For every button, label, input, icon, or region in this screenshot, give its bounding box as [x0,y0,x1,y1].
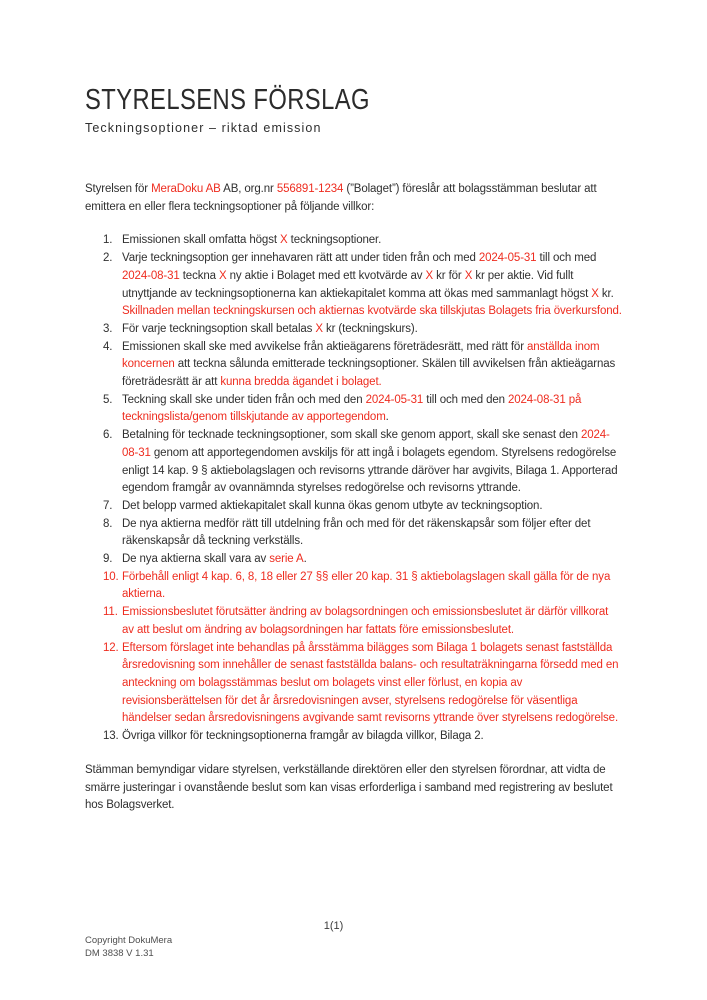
red-text-segment: serie A [269,553,304,566]
red-text-segment: kunna bredda ägandet i bolaget. [220,376,382,389]
page-number: 1(1) [323,920,344,932]
term-text [122,498,622,516]
text-segment: till och med [536,252,597,265]
red-text-segment: anställda inom koncernen [122,340,600,371]
footer-copyright: Copyright DokuMera [85,935,173,946]
text-segment: Det belopp varmed aktiekapitalet skall kunna ökas genom utbyte av teckningsoption. [122,499,543,512]
text-segment: Varje teckningsoption ger innehavaren rätt att under tiden från och med [122,252,479,265]
term-item [103,551,622,569]
text-segment: att teckna sålunda emitterade teckningsoptioner. Skälen till avvikelsen från aktieägarnas företrädesrätt är att [122,358,616,389]
term-item [103,321,622,339]
red-text-segment: 2024-08-31 [122,429,610,459]
intro-paragraph [85,181,622,216]
term-number: 13. [103,730,119,743]
red-text-segment: X [218,269,227,282]
text-segment: kr (teckningskurs). [322,322,418,335]
term-item [103,516,622,551]
term-text [122,516,622,551]
red-text-segment: X [425,269,434,282]
term-item [103,392,622,427]
term-number: 12. [103,641,119,654]
text-segment: Teckning skall ske under tiden från och med den [122,393,366,406]
text-segment: teckningsoptioner. [287,234,382,247]
red-text-segment: X [591,287,599,300]
text-segment: . [385,411,389,424]
text-segment: De nya aktierna medför rätt till utdelning från och med för det räkenskapsår som följer efter det räkenskapsår då teckning verkställs. [122,517,591,548]
text-segment: Emissionen skall omfatta högst [122,234,280,247]
footer-doc-code: DM 3838 V 1.31 [85,947,154,959]
term-number: 1. [103,234,113,247]
term-text [122,250,622,321]
text-segment: För varje teckningsoption skall betalas [122,322,316,335]
term-item [103,728,622,746]
term-item [103,498,622,516]
red-text-segment: Förbehåll enligt 4 kap. 6, 8, 18 eller 27 §§ eller 20 kap. 31 § aktiebolagslagen skall gälla för de nya aktierna. [122,570,611,601]
text-segment: AB, org.nr [220,183,277,195]
text-segment: till och med den [423,393,508,406]
text-segment: teckna [179,269,219,282]
term-item [103,250,622,321]
term-item [103,640,622,729]
red-text-segment: 2024-08-31 [122,269,180,282]
term-number: 5. [103,393,113,406]
document-title: STYRELSENS FÖRSLAG [85,84,370,116]
terms-list [103,232,622,745]
term-item [103,604,622,639]
red-text-segment: MeraDoku AB [151,183,221,195]
text-segment: ny aktie i Bolaget med ett kvotvärde av [226,269,426,282]
term-number: 2. [103,252,113,265]
text-segment: Styrelsen för [85,183,152,195]
term-item [103,339,622,392]
red-text-segment: 556891-1234 [276,183,344,195]
term-text [122,569,622,604]
text-segment: De nya aktierna skall vara av [122,553,270,566]
text-segment: kr per aktie. Vid fullt utnyttjande av teckningsoptionerna kan aktiekapitalet komma att ökas med sammanlagt högst [122,269,592,300]
term-number: 9. [103,553,113,566]
text-segment: (”Bolaget”) föreslår att bolagsstämman beslutar att emittera en eller flera teckningsoptioner på följande villkor: [85,183,597,213]
term-number: 4. [103,340,113,353]
red-text-segment: 2024-05-31 [365,393,424,406]
text-segment: Stämman bemyndigar vidare styrelsen, verkställande direktören eller den styrelsen förordnar, att vidta de smärre justeringar i ovanstående beslut som kan visas erforderliga i samband med registrering av beslutet hos Bolagsverket. [85,763,613,812]
text-segment: . [303,553,307,566]
term-text [122,640,622,729]
document-subtitle: Teckningsoptioner – riktad emission [85,121,322,135]
red-text-segment: 2024-08-31 [507,393,566,406]
term-text [122,551,622,569]
term-number: 10. [103,570,119,583]
red-text-segment: X [315,322,323,335]
term-number: 3. [103,322,113,335]
red-text-segment: X [464,269,473,282]
term-text [122,604,622,639]
term-text [122,232,622,250]
term-text [122,321,622,339]
red-text-segment: Emissionsbeslutet förutsätter ändring av bolagsordningen och emissionsbeslutet är därför villkorat av att beslut om ändring av bolagsordningen har fattats före emissionsbeslutet. [122,606,609,636]
term-item [103,427,622,498]
term-text [122,392,622,427]
red-text-segment: 2024-05-31 [478,252,537,265]
term-item [103,232,622,250]
red-text-segment: Eftersom förslaget inte behandlas på årsstämma bilägges som Bilaga 1 bolagets senast fastställda årsredovisning som innehåller de senast fastställda balans- och resultaträkningarna försedd med en anteckning om bolagsstämmas beslut om bolagets vinst eller förlust, en kopia av revisionsberättelsen för det år årsredovisningen avser, styrelsens redogörelse för väsentliga händelser sedan årsredovisningens avgivande samt revisorns yttrande över styrelsens redogörelse. [122,641,619,725]
text-segment: Övriga villkor för teckningsoptionerna framgår av bilagda villkor, Bilaga 2. [122,730,484,743]
term-text [122,728,622,746]
term-item [103,569,622,604]
term-text [122,427,622,498]
red-text-segment: Skillnaden mellan teckningskursen och aktiernas kvotvärde ska tillskjutas Bolagets fria överkursfond. [122,305,622,318]
term-text [122,339,622,392]
red-text-segment: X [280,234,288,247]
term-number: 6. [103,429,113,442]
text-segment: genom att apportegendomen avskiljs för att ingå i bolagets egendom. Styrelsens redogörelse enligt 14 kap. 9 § aktiebolagslagen och revisorns yttrande däröver har avgivits, Bilaga 1. Apporterad egendom framgår av ovannämnda styrelses redogörelse och revisorns yttrande. [122,446,618,495]
text-segment: kr för [433,269,465,282]
term-number: 11. [103,606,118,619]
closing-paragraph [85,762,622,815]
text-segment: Emissionen skall ske med avvikelse från aktieägarens företrädesrätt, med rätt för [122,340,527,353]
term-number: 8. [103,517,113,530]
red-text-segment: på teckningslista/genom tillskjutande av apportegendom [122,393,582,424]
text-segment: kr. [598,287,614,300]
page-footer [85,935,172,960]
text-segment: Betalning för tecknade teckningsoptioner, som skall ske genom apport, skall ske senast den [122,429,581,442]
term-number: 7. [103,499,113,512]
